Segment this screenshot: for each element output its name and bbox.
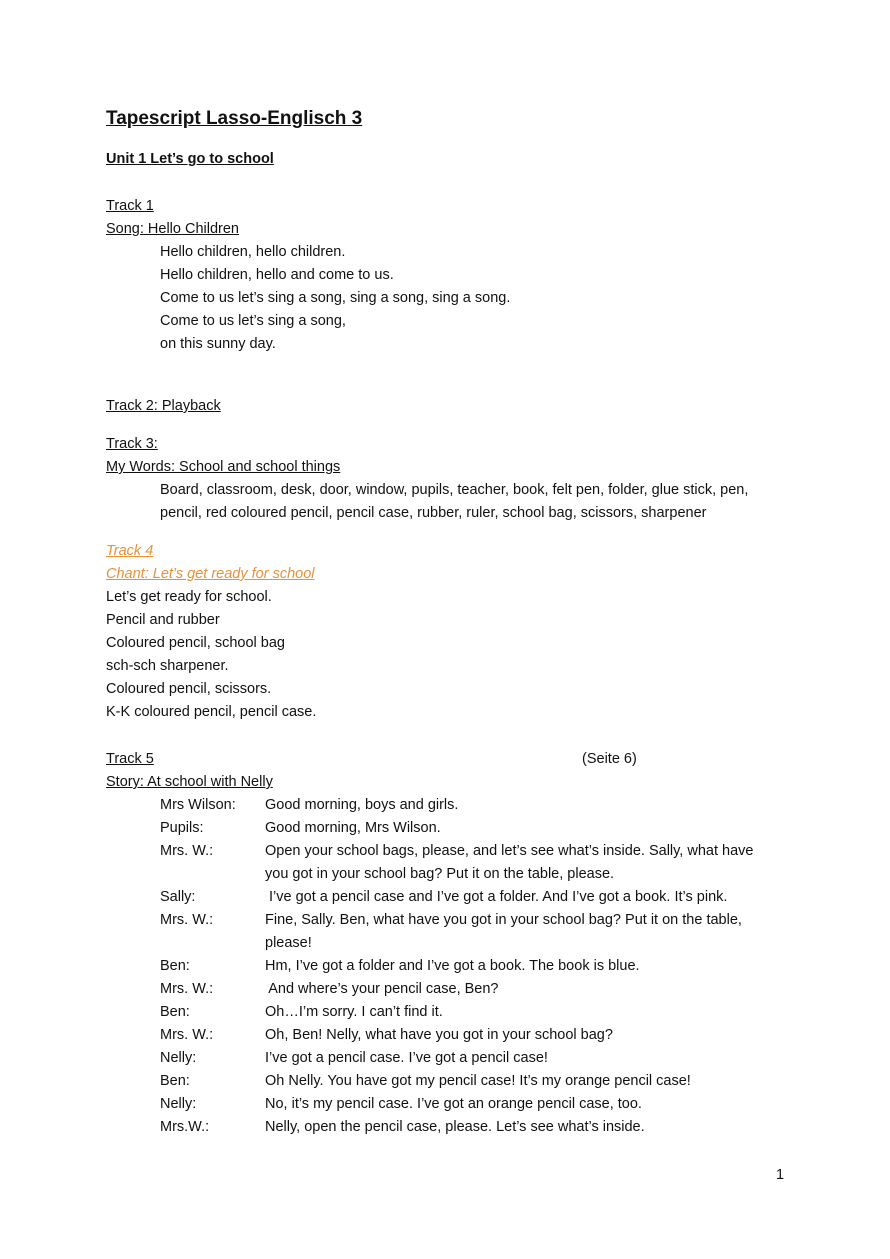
song-line: Come to us let’s sing a song, sing a song, sing a song. — [160, 290, 511, 306]
track4-label: Track 4 — [106, 543, 154, 559]
chant-line: sch-sch sharpener. — [106, 658, 229, 674]
song-line: Hello children, hello children. — [160, 244, 346, 260]
speaker: Mrs. W.: — [160, 912, 214, 928]
dialogue-line: Oh…I’m sorry. I can’t find it. — [265, 1004, 443, 1020]
chant-line: Coloured pencil, scissors. — [106, 681, 272, 697]
speaker: Pupils: — [160, 820, 204, 836]
speaker: Mrs.W.: — [160, 1119, 210, 1135]
dialogue-line: Hm, I’ve got a folder and I’ve got a book. The book is blue. — [265, 958, 640, 974]
dialogue-line: Good morning, boys and girls. — [265, 797, 459, 813]
dialogue-line: No, it’s my pencil case. I’ve got an orange pencil case, too. — [265, 1096, 642, 1112]
dialogue-line: Nelly, open the pencil case, please. Let’s see what’s inside. — [265, 1119, 645, 1135]
track1-song-title: Song: Hello Children — [106, 221, 239, 237]
speaker: Mrs Wilson: — [160, 797, 236, 813]
track5-label: Track 5 — [106, 751, 154, 767]
track5-story-title: Story: At school with Nelly — [106, 774, 273, 790]
song-line: Come to us let’s sing a song, — [160, 313, 346, 329]
track1-label: Track 1 — [106, 198, 154, 214]
dialogue-line: I’ve got a pencil case. I’ve got a pencil case! — [265, 1050, 548, 1066]
chant-line: Coloured pencil, school bag — [106, 635, 285, 651]
speaker: Mrs. W.: — [160, 843, 214, 859]
chant-line: Pencil and rubber — [106, 612, 220, 628]
dialogue-line: Oh, Ben! Nelly, what have you got in your school bag? — [265, 1027, 613, 1043]
speaker: Ben: — [160, 958, 190, 974]
speaker: Nelly: — [160, 1096, 197, 1112]
speaker: Mrs. W.: — [160, 1027, 214, 1043]
document-title: Tapescript Lasso-Englisch 3 — [106, 108, 363, 129]
page-reference: (Seite 6) — [582, 751, 637, 767]
chant-line: Let’s get ready for school. — [106, 589, 272, 605]
track4-chant-title: Chant: Let’s get ready for school — [106, 566, 315, 582]
song-line: on this sunny day. — [160, 336, 276, 352]
track3-label: Track 3: — [106, 436, 158, 452]
song-line: Hello children, hello and come to us. — [160, 267, 394, 283]
dialogue-line-continued: please! — [265, 935, 312, 951]
dialogue-line: I’ve got a pencil case and I’ve got a folder. And I’ve got a book. It’s pink. — [265, 889, 728, 905]
chant-line: K-K coloured pencil, pencil case. — [106, 704, 317, 720]
speaker: Ben: — [160, 1004, 190, 1020]
dialogue-line: And where’s your pencil case, Ben? — [265, 981, 499, 997]
unit-heading: Unit 1 Let’s go to school — [106, 151, 274, 167]
speaker: Mrs. W.: — [160, 981, 214, 997]
page-number: 1 — [776, 1167, 785, 1183]
speaker: Sally: — [160, 889, 196, 905]
words-line: Board, classroom, desk, door, window, pupils, teacher, book, felt pen, folder, glue stick, pen, — [160, 482, 749, 498]
speaker: Ben: — [160, 1073, 190, 1089]
dialogue-line: Fine, Sally. Ben, what have you got in your school bag? Put it on the table, — [265, 912, 742, 928]
words-line: pencil, red coloured pencil, pencil case, rubber, ruler, school bag, scissors, sharpener — [160, 505, 707, 521]
track2-label: Track 2: Playback — [106, 398, 221, 414]
track3-words-title: My Words: School and school things — [106, 459, 341, 475]
dialogue-line-continued: you got in your school bag? Put it on the table, please. — [265, 866, 615, 882]
dialogue-line: Oh Nelly. You have got my pencil case! It’s my orange pencil case! — [265, 1073, 691, 1089]
dialogue-line: Open your school bags, please, and let’s see what’s inside. Sally, what have — [265, 843, 754, 859]
dialogue-line: Good morning, Mrs Wilson. — [265, 820, 441, 836]
speaker: Nelly: — [160, 1050, 197, 1066]
